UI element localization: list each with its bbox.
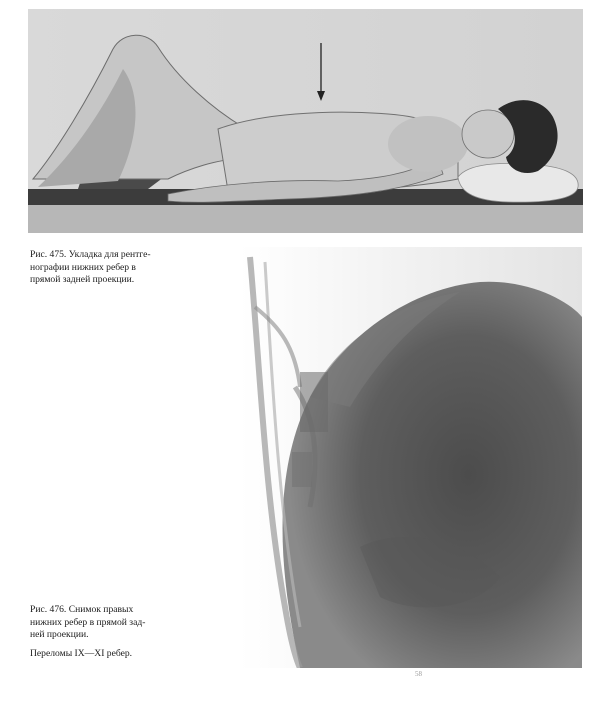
caption-line: прямой задней проекции.	[30, 274, 135, 286]
xray-image	[240, 247, 582, 668]
caption-line: нижних ребер в прямой зад-	[30, 616, 146, 628]
caption-line: нографии нижних ребер в	[30, 261, 136, 273]
figure-475-caption	[30, 249, 180, 287]
figure-476-caption	[30, 604, 180, 660]
figure-476-xray	[240, 247, 582, 668]
caption-line: Рис. 475. Укладка для рентге-	[30, 249, 151, 260]
figure-475-photo	[28, 9, 583, 233]
page-mark: 58	[415, 670, 422, 678]
caption-line: Рис. 476. Снимок правых	[30, 604, 134, 615]
caption-line: ней проекции.	[30, 629, 89, 641]
caption-note: Переломы IX—XI ребер.	[30, 647, 133, 659]
positioning-photo-image	[28, 9, 583, 233]
